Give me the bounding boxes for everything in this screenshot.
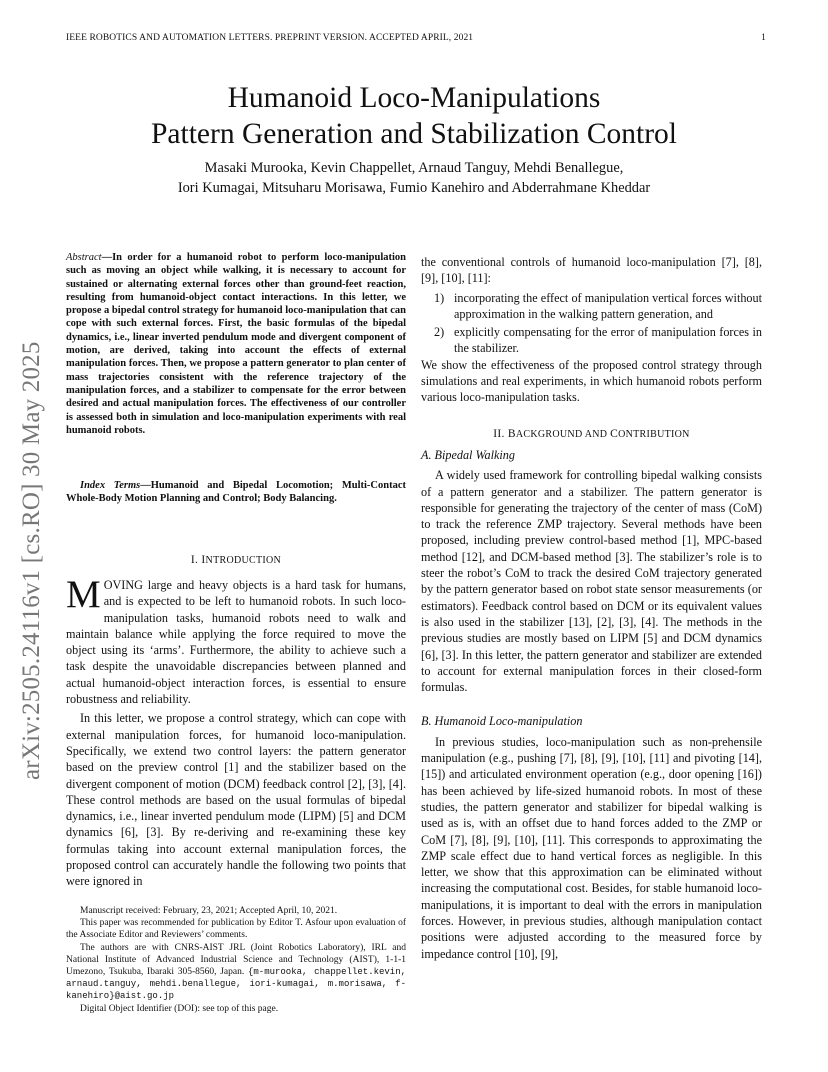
- footnotes: [66, 905, 406, 1015]
- running-header: [66, 33, 766, 43]
- effectiveness-paragraph: We show the effectiveness of the proposed control strategy through simulations and real experiments, in which humanoid robots perform various loco-manipulation tasks.: [421, 357, 762, 405]
- list-item: 1) incorporating the effect of manipulation vertical forces without approximation in the walking pattern generation, and: [434, 290, 762, 321]
- title-line-2: Pattern Generation and Stabilization Control: [151, 118, 677, 150]
- section-heading-introduction: I. INTRODUCTION: [190, 554, 282, 566]
- author-emails: {m-murooka, chappellet.kevin, arnaud.tanguy, mehdi.benallegue, iori-kumagai, m.morisawa, f-kanehiro}@aist.go.jp: [66, 967, 406, 1002]
- footnote-received: Manuscript received: February, 23, 2021; Accepted April, 10, 2021.: [80, 906, 338, 916]
- author-list: [0, 158, 828, 198]
- abstract: [66, 251, 406, 437]
- index-terms-label: Index Terms: [80, 480, 141, 491]
- bipedal-walking-paragraph: A widely used framework for controlling bipedal walking consists of a pattern generator and a stabilizer. The pattern generator is responsible for generating the trajectory of the center of mass (CoM) to track the reference ZMP trajectory. Several methods have been proposed, including preview control-based method [1], MPC-based method [12], and DCM-based method [3]. The stabilizer’s role is to steer the robot’s CoM to track the desired CoM trajectory generated by the pattern generator based on robot state sensor measurements (or estimators). Feedback control based on DCM or its equivalent values is also used in the stabilizer [13], [2], [3], [4]. The methods in the previous studies are mostly based on LIPM [5] and DCM dynamics [6], [3]. In this letter, the pattern generator and stabilizer are extended to account for external manipulation forces in their closed-form formulas.: [421, 468, 762, 695]
- page-number: 1: [761, 33, 766, 43]
- index-terms-text: —Humanoid and Bipedal Locomotion; Multi-Contact Whole-Body Motion Planning and Control; Body Balancing.: [66, 480, 406, 505]
- paper-title: [0, 80, 828, 152]
- abstract-label: Abstract: [66, 252, 102, 263]
- intro-paragraph-2: In this letter, we propose a control strategy, which can cope with external manipulation forces, for humanoid loco-manipulation. Specifically, we extend two control layers: the pattern generator based on the preview control [1] and the stabilizer based on the divergent component of motion (DCM) feedback control [2], [3], [4]. These control methods are based on the usual formulas of bipedal dynamics, i.e., linear inverted pendulum mode (LIPM) [5] and DCM dynamics [6], [3]. By re-deriving and re-examining these key formulas taking into account external manipulation forces, the proposed control can accurately handle the following two points that were ignored in: [66, 711, 406, 889]
- section-heading-background: II. BACKGROUND AND CONTRIBUTION: [493, 427, 690, 440]
- contribution-list: [421, 290, 762, 357]
- title-line-1: Humanoid Loco-Manipulations: [227, 82, 601, 114]
- authors-line-1: Masaki Murooka, Kevin Chappellet, Arnaud Tanguy, Mehdi Benallegue,: [204, 160, 624, 176]
- footnote-affiliation: The authors are with CNRS-AIST JRL (Joint Robotics Laboratory), IRL and National Institute of Advanced Industrial Science and Technology (AIST), 1-1-1 Umezono, Tsukuba, Ibaraki 305-8560, Japan. {m-murooka, chappellet.kevin, arnaud.tanguy, mehdi.benallegue, iori-kumagai, m.morisawa, f-kanehiro}@aist.go.jp: [66, 942, 406, 1002]
- abstract-text: —In order for a humanoid robot to perform loco-manipulation such as moving an object while walking, it is necessary to account for sustained or alternating external forces other than ground-feet reaction, resulting from humanoid-object contact interactions. In this letter, we propose a bipedal control strategy for humanoid loco-manipulation that can cope with such external forces. First, the basic formulas of the bipedal dynamics, i.e., linear inverted pendulum mode and divergent component of motion, are derived, taking into account the effects of external manipulation forces. Then, we propose a pattern generator to plan center of mass trajectories consistent with the reference trajectory of the manipulation forces, and a stabilizer to compensate for the error between desired and actual manipulation forces. The effectiveness of our controller is assessed both in simulation and loco-manipulation experiments with real humanoid robots.: [66, 252, 406, 436]
- subsection-heading-bipedal-walking: A. Bipedal Walking: [421, 447, 515, 462]
- drop-cap: M: [66, 573, 101, 616]
- list-item: 2) explicitly compensating for the error of manipulation forces in the stabilizer.: [434, 325, 762, 356]
- index-terms: [66, 479, 406, 506]
- right-column-body: [421, 254, 762, 962]
- introduction-body: [66, 573, 406, 890]
- arxiv-identifier: arXiv:2505.24116v1 [cs.RO] 30 May 2025: [18, 341, 45, 780]
- subsection-heading-loco-manipulation: B. Humanoid Loco-manipulation: [421, 714, 583, 729]
- intro-paragraph-1: MOVING large and heavy objects is a hard task for humans, and is expected to be left to humanoid robots. In such loco-manipulation tasks, humanoid robots need to walk and maintain balance while applying the force required to move the object using its ‘arms’. Furthermore, the ability to achieve such a task despite the unavoidable discrepancies between planned and actual humanoid-object interaction forces, is essential to ensure robustness and reliability.: [66, 573, 406, 707]
- authors-line-2: Iori Kumagai, Mitsuharu Morisawa, Fumio Kanehiro and Abderrahmane Kheddar: [177, 180, 651, 196]
- footnote-editor: This paper was recommended for publication by Editor T. Asfour upon evaluation of the Associate Editor and Reviewers’ comments.: [66, 918, 406, 941]
- continued-paragraph: the conventional controls of humanoid loco-manipulation [7], [8], [9], [10], [11]:: [421, 255, 762, 286]
- footnote-doi: Digital Object Identifier (DOI): see top of this page.: [80, 1003, 279, 1014]
- loco-manipulation-paragraph: In previous studies, loco-manipulation such as non-prehensile manipulation (e.g., pushing [7], [8], [9], [10], [11] and pivoting [14], [15]) and articulated environment operation (e.g., door opening [16]) has been achieved by life-sized humanoid robots. In most of these studies, the pattern generator and stabilizer for bipedal walking is used as is, with an offset due to hand forces added to the ZMP or CoM [7], [8], [9], [10], [11]. This corresponds to approximating the ZMP scale effect due to hand vertical forces as negligible. In this letter, we show that this approximation can be eliminated without increasing the computational cost. Besides, for stable humanoid loco-manipulations, it is important to deal with the errors in manipulation forces. However, in previous studies, although manipulation contact positions were adjusted according to the measured force by impedance control [10], [9],: [421, 734, 762, 961]
- journal-name: IEEE ROBOTICS AND AUTOMATION LETTERS. PREPRINT VERSION. ACCEPTED APRIL, 2021: [66, 33, 474, 43]
